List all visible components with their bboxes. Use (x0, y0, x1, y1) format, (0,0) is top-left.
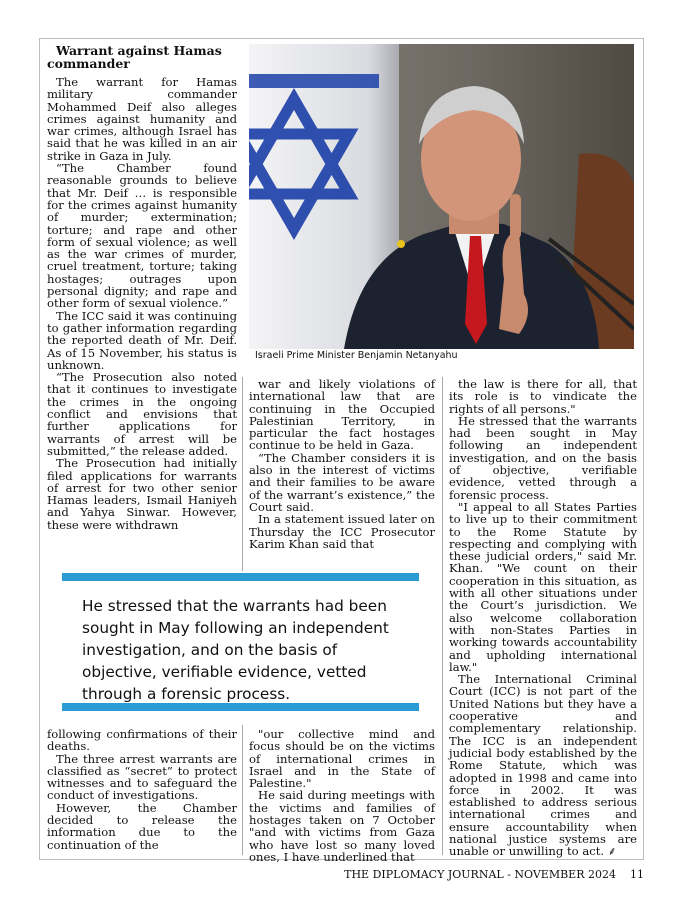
pull-quote-text: He stressed that the warrants had been sought in May following an independent investigation, and on the basis of objective, verifiable evidence, vetted through a forensic process. (82, 597, 389, 703)
article-paragraph: The three arrest warrants are classified as “secret” to protect witnesses and to safeguard the conduct of investigations. (47, 751, 237, 803)
pull-quote-top-bar (62, 573, 419, 581)
article-paragraph: "I appeal to all States Parties to live up to their commitment to the Rome Statute by respecting and complying with these judicial orders," said Mr. Khan. "We count on their cooperation in this situation, as with all other situations under the Court’s jurisdiction. We also welcome collaboration with non-States Parties in working towards accountability and upholding international law." (449, 499, 637, 674)
article-paragraph: The warrant for Hamas military commander Mohammed Deif also alleges crimes against humanity and war crimes, although Israel has said that he was killed in an air strike in Gaza in July. (47, 75, 237, 163)
article-paragraph: The International Criminal Court (ICC) is not part of the United Nations but they have a cooperative and complementary relationship. The ICC is an independent judicial body established by the Rome Statute, which was adopted in 1998 and came into force in 2002. It was established to address serious international crimes and ensure accountability when national justice systems are unable or unwilling to act. ⸙ (449, 672, 637, 859)
article-paragraph: “The Prosecution also noted that it continues to investigate the crimes in the ongoing conflict and envisions that further applications for warrants of arrest will be submitted,” the release added. (47, 370, 237, 458)
article-paragraph: The Prosecution had initially filed applications for warrants of arrest for two other senior Hamas leaders, Ismail Haniyeh and Yahya Sinwar. However, these were withdrawn (47, 456, 237, 532)
article-paragraph: He stressed that the warrants had been sought in May following an independent investigation, and on the basis of objective, verifiable evidence, vetted through a forensic process. (449, 413, 637, 502)
article-paragraph: He said during meetings with the victims and families of hostages taken on 7 October "and with victims from Gaza who have lost so many loved ones, I have underlined that (249, 788, 435, 864)
section-heading: Warrant against Hamas commander (47, 43, 222, 71)
article-paragraph: following confirmations of their deaths. (47, 727, 237, 754)
col1-bottom-paragraphs (47, 728, 237, 851)
article-paragraph: In a statement issued later on Thursday the ICC Prosecutor Karim Khan said that (249, 512, 435, 551)
page-number: 11 (630, 868, 644, 881)
article-paragraph: However, the Chamber decided to release the information due to the continuation of the (47, 800, 237, 852)
column-rule (442, 377, 443, 855)
article-paragraph: The ICC said it was continuing to gather information regarding the reported death of Mr. Deif. As of 15 November, his status is unknown. (47, 308, 237, 372)
col2-top-paragraphs (249, 378, 435, 550)
netanyahu-photo (249, 44, 634, 349)
photo-caption: Israeli Prime Minister Benjamin Netanyahu (255, 350, 458, 361)
pull-quote (62, 573, 419, 711)
column-rule (242, 725, 243, 855)
column-1-bottom (47, 728, 237, 851)
column-rule (242, 377, 243, 571)
article-paragraph: “The Chamber found reasonable grounds to believe that Mr. Deif … is responsible for the crimes against humanity of murder; extermination; torture; and rape and other form of sexual violence; as well as the war crimes of murder, cruel treatment, torture; taking hostages; outrages upon personal dignity; and rape and other form of sexual violence.” (47, 161, 237, 311)
article-paragraph: war and likely violations of international law that are continuing in the Occupied Palestinian Territory, in particular the fact hostages continue to be held in Gaza. (249, 377, 435, 453)
column-2-bottom (249, 728, 435, 863)
pull-quote-bottom-bar (62, 703, 419, 711)
article-paragraph: “The Chamber considers it is also in the interest of victims and their families to be aware of the warrant’s existence,” the Court said. (249, 450, 435, 514)
col2-bottom-paragraphs (249, 728, 435, 863)
col3-paragraphs (449, 378, 637, 858)
column-1-top (47, 44, 237, 531)
article-paragraph: the law is there for all, that its role is to vindicate the rights of all persons." (449, 377, 637, 416)
column-2-top (249, 378, 435, 550)
page-footer (330, 868, 644, 881)
journal-name: THE DIPLOMACY JOURNAL - NOVEMBER 2024 (344, 868, 616, 881)
col1-top-paragraphs (47, 76, 237, 531)
article-paragraph: "our collective mind and focus should be on the victims of international crimes in Israel and in the State of Palestine." (249, 727, 435, 791)
column-3 (449, 378, 637, 858)
